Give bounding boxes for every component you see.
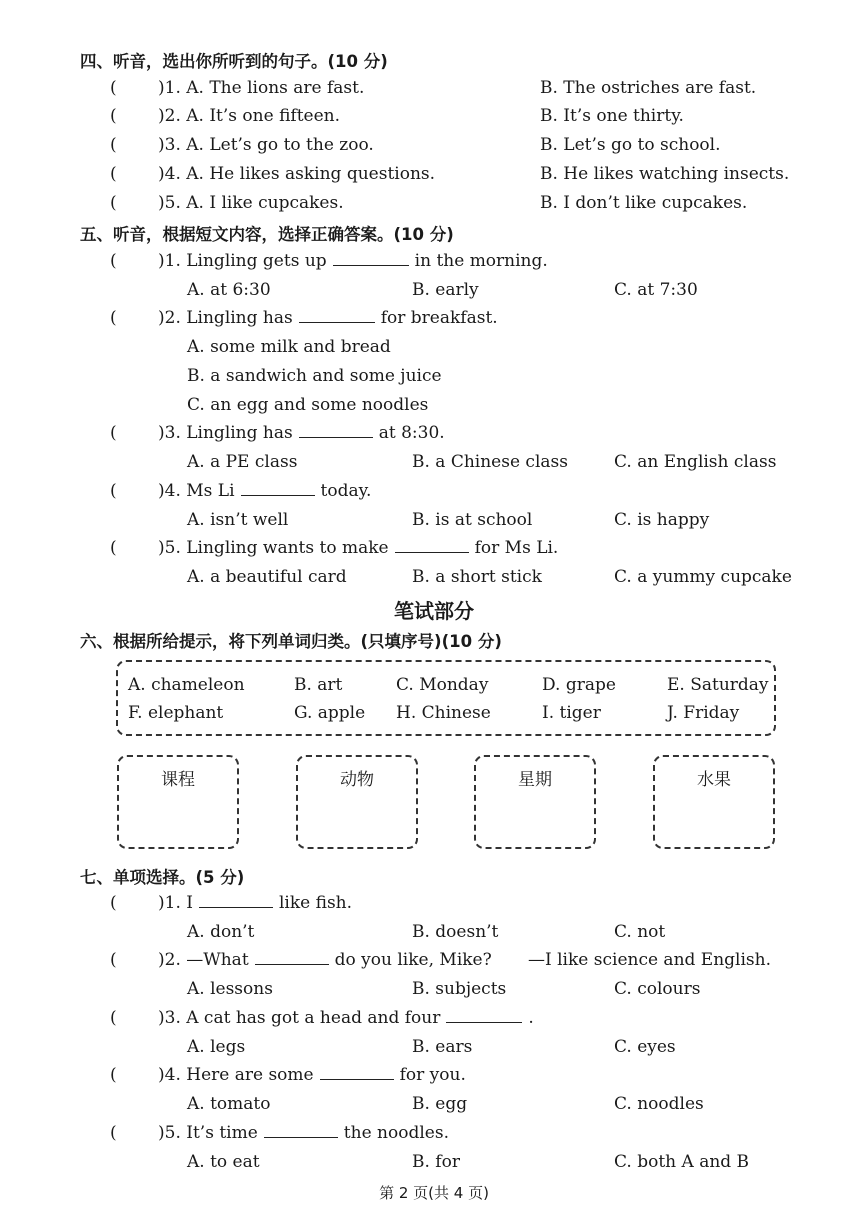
question-text: )5. It’s time [158,1123,258,1143]
question-text: . [528,1008,534,1028]
word-j: J. Friday [667,703,740,723]
section-4-title: 四、听音，选出你所听到的句子。(10 分) [80,52,388,71]
word-e: E. Saturday [667,675,769,695]
s4-item-4-b: B. He likes watching insects. [540,164,790,184]
answer-paren[interactable]: ( [110,538,117,558]
section-6-title: 六、根据所给提示，将下列单词归类。(只填序号)(10 分) [80,632,502,651]
option-c: C. both A and B [614,1152,750,1172]
question-text: )2. Lingling has [158,308,293,328]
option-c: C. not [614,922,666,942]
question-text: )3. Lingling has [158,423,293,443]
answer-blank[interactable] [446,1021,522,1023]
section-7-title: 七、单项选择。(5 分) [80,868,245,887]
word-h: H. Chinese [396,703,491,723]
option-b: B. ears [412,1037,473,1057]
question-text: the noodles. [343,1123,449,1143]
answer-blank[interactable] [199,906,273,908]
option-b: B. a Chinese class [412,452,568,472]
question-text: for breakfast. [380,308,498,328]
s7-question-5 [158,1123,449,1143]
s5-question-3 [158,423,445,443]
s7-question-3 [158,1008,534,1028]
question-text: )2. —What [158,950,249,970]
word-b: B. art [294,675,343,695]
category-box-animals[interactable] [296,755,418,849]
word-g: G. apple [294,703,366,723]
option-b: B. egg [412,1094,468,1114]
s5-question-1 [158,251,548,271]
answer-paren[interactable]: ( [110,1123,117,1143]
option-c: C. eyes [614,1037,676,1057]
option-a: A. some milk and bread [187,337,391,357]
category-box-subjects[interactable] [117,755,239,849]
option-c: C. colours [614,979,701,999]
s7-question-2-reply: —I like science and English. [528,950,771,970]
answer-paren[interactable]: ( [110,78,117,98]
option-a: A. legs [187,1037,246,1057]
question-text: )1. I [158,893,193,913]
option-b: B. subjects [412,979,507,999]
question-text: like fish. [278,893,353,913]
question-text: )1. Lingling gets up [158,251,327,271]
option-c: C. noodles [614,1094,704,1114]
word-i: I. tiger [542,703,601,723]
category-label: 动物 [340,770,374,790]
option-a: A. a PE class [187,452,298,472]
option-c: C. at 7:30 [614,280,698,300]
answer-paren[interactable]: ( [110,1008,117,1028]
s4-item-3-b: B. Let’s go to school. [540,135,721,155]
question-text: )3. A cat has got a head and four [158,1008,441,1028]
answer-blank[interactable] [241,494,315,496]
s4-item-2-b: B. It’s one thirty. [540,106,684,126]
answer-paren[interactable]: ( [110,1065,117,1085]
answer-paren[interactable]: ( [110,893,117,913]
option-c: C. is happy [614,510,710,530]
option-b: B. is at school [412,510,533,530]
option-b: B. for [412,1152,460,1172]
option-a: A. tomato [187,1094,271,1114]
written-part-title: 笔试部分 [394,599,474,623]
s4-item-1-a: )1. A. The lions are fast. [158,78,365,98]
option-a: A. lessons [187,979,273,999]
word-d: D. grape [542,675,616,695]
answer-blank[interactable] [264,1136,338,1138]
category-box-days[interactable] [474,755,596,849]
question-text: )5. Lingling wants to make [158,538,389,558]
option-b: B. a short stick [412,567,542,587]
answer-paren[interactable]: ( [110,135,117,155]
category-label: 星期 [518,770,552,790]
option-a: A. to eat [187,1152,260,1172]
option-c: C. a yummy cupcake [614,567,792,587]
answer-blank[interactable] [299,321,375,323]
option-b: B. early [412,280,479,300]
option-a: A. a beautiful card [187,567,347,587]
word-bank-box [116,660,776,736]
option-a: A. at 6:30 [187,280,271,300]
answer-blank[interactable] [299,436,373,438]
answer-paren[interactable]: ( [110,193,117,213]
s5-question-4 [158,481,371,501]
word-c: C. Monday [396,675,489,695]
answer-blank[interactable] [395,551,469,553]
category-box-fruits[interactable] [653,755,775,849]
word-f: F. elephant [128,703,224,723]
answer-paren[interactable]: ( [110,308,117,328]
answer-paren[interactable]: ( [110,251,117,271]
answer-paren[interactable]: ( [110,423,117,443]
s4-item-1-b: B. The ostriches are fast. [540,78,757,98]
option-c: C. an English class [614,452,777,472]
s4-item-2-a: )2. A. It’s one fifteen. [158,106,341,126]
s7-question-4 [158,1065,466,1085]
s7-question-2 [158,950,492,970]
option-b: B. a sandwich and some juice [187,366,442,386]
answer-blank[interactable] [255,963,329,965]
answer-paren[interactable]: ( [110,106,117,126]
s4-item-3-a: )3. A. Let’s go to the zoo. [158,135,374,155]
question-text: do you like, Mike? [334,950,492,970]
answer-blank[interactable] [320,1078,394,1080]
s4-item-5-a: )5. A. I like cupcakes. [158,193,344,213]
question-text: in the morning. [414,251,548,271]
question-text: )4. Here are some [158,1065,314,1085]
question-text: today. [320,481,372,501]
category-label: 水果 [697,770,731,790]
question-text: for Ms Li. [474,538,559,558]
option-b: B. doesn’t [412,922,499,942]
s4-item-4-a: )4. A. He likes asking questions. [158,164,436,184]
question-text: )4. Ms Li [158,481,235,501]
question-text: at 8:30. [378,423,445,443]
answer-paren[interactable]: ( [110,950,117,970]
option-a: A. isn’t well [187,510,289,530]
section-5-title: 五、听音，根据短文内容，选择正确答案。(10 分) [80,225,454,244]
answer-blank[interactable] [333,264,409,266]
s7-question-1 [158,893,352,913]
word-a: A. chameleon [128,675,245,695]
option-a: A. don’t [187,922,255,942]
s5-question-5 [158,538,558,558]
s5-question-2 [158,308,498,328]
page-footer: 第 2 页(共 4 页) [379,1184,489,1202]
question-text: for you. [399,1065,466,1085]
answer-paren[interactable]: ( [110,481,117,501]
category-label: 课程 [161,770,195,790]
option-c: C. an egg and some noodles [187,395,429,415]
s4-item-5-b: B. I don’t like cupcakes. [540,193,748,213]
answer-paren[interactable]: ( [110,164,117,184]
